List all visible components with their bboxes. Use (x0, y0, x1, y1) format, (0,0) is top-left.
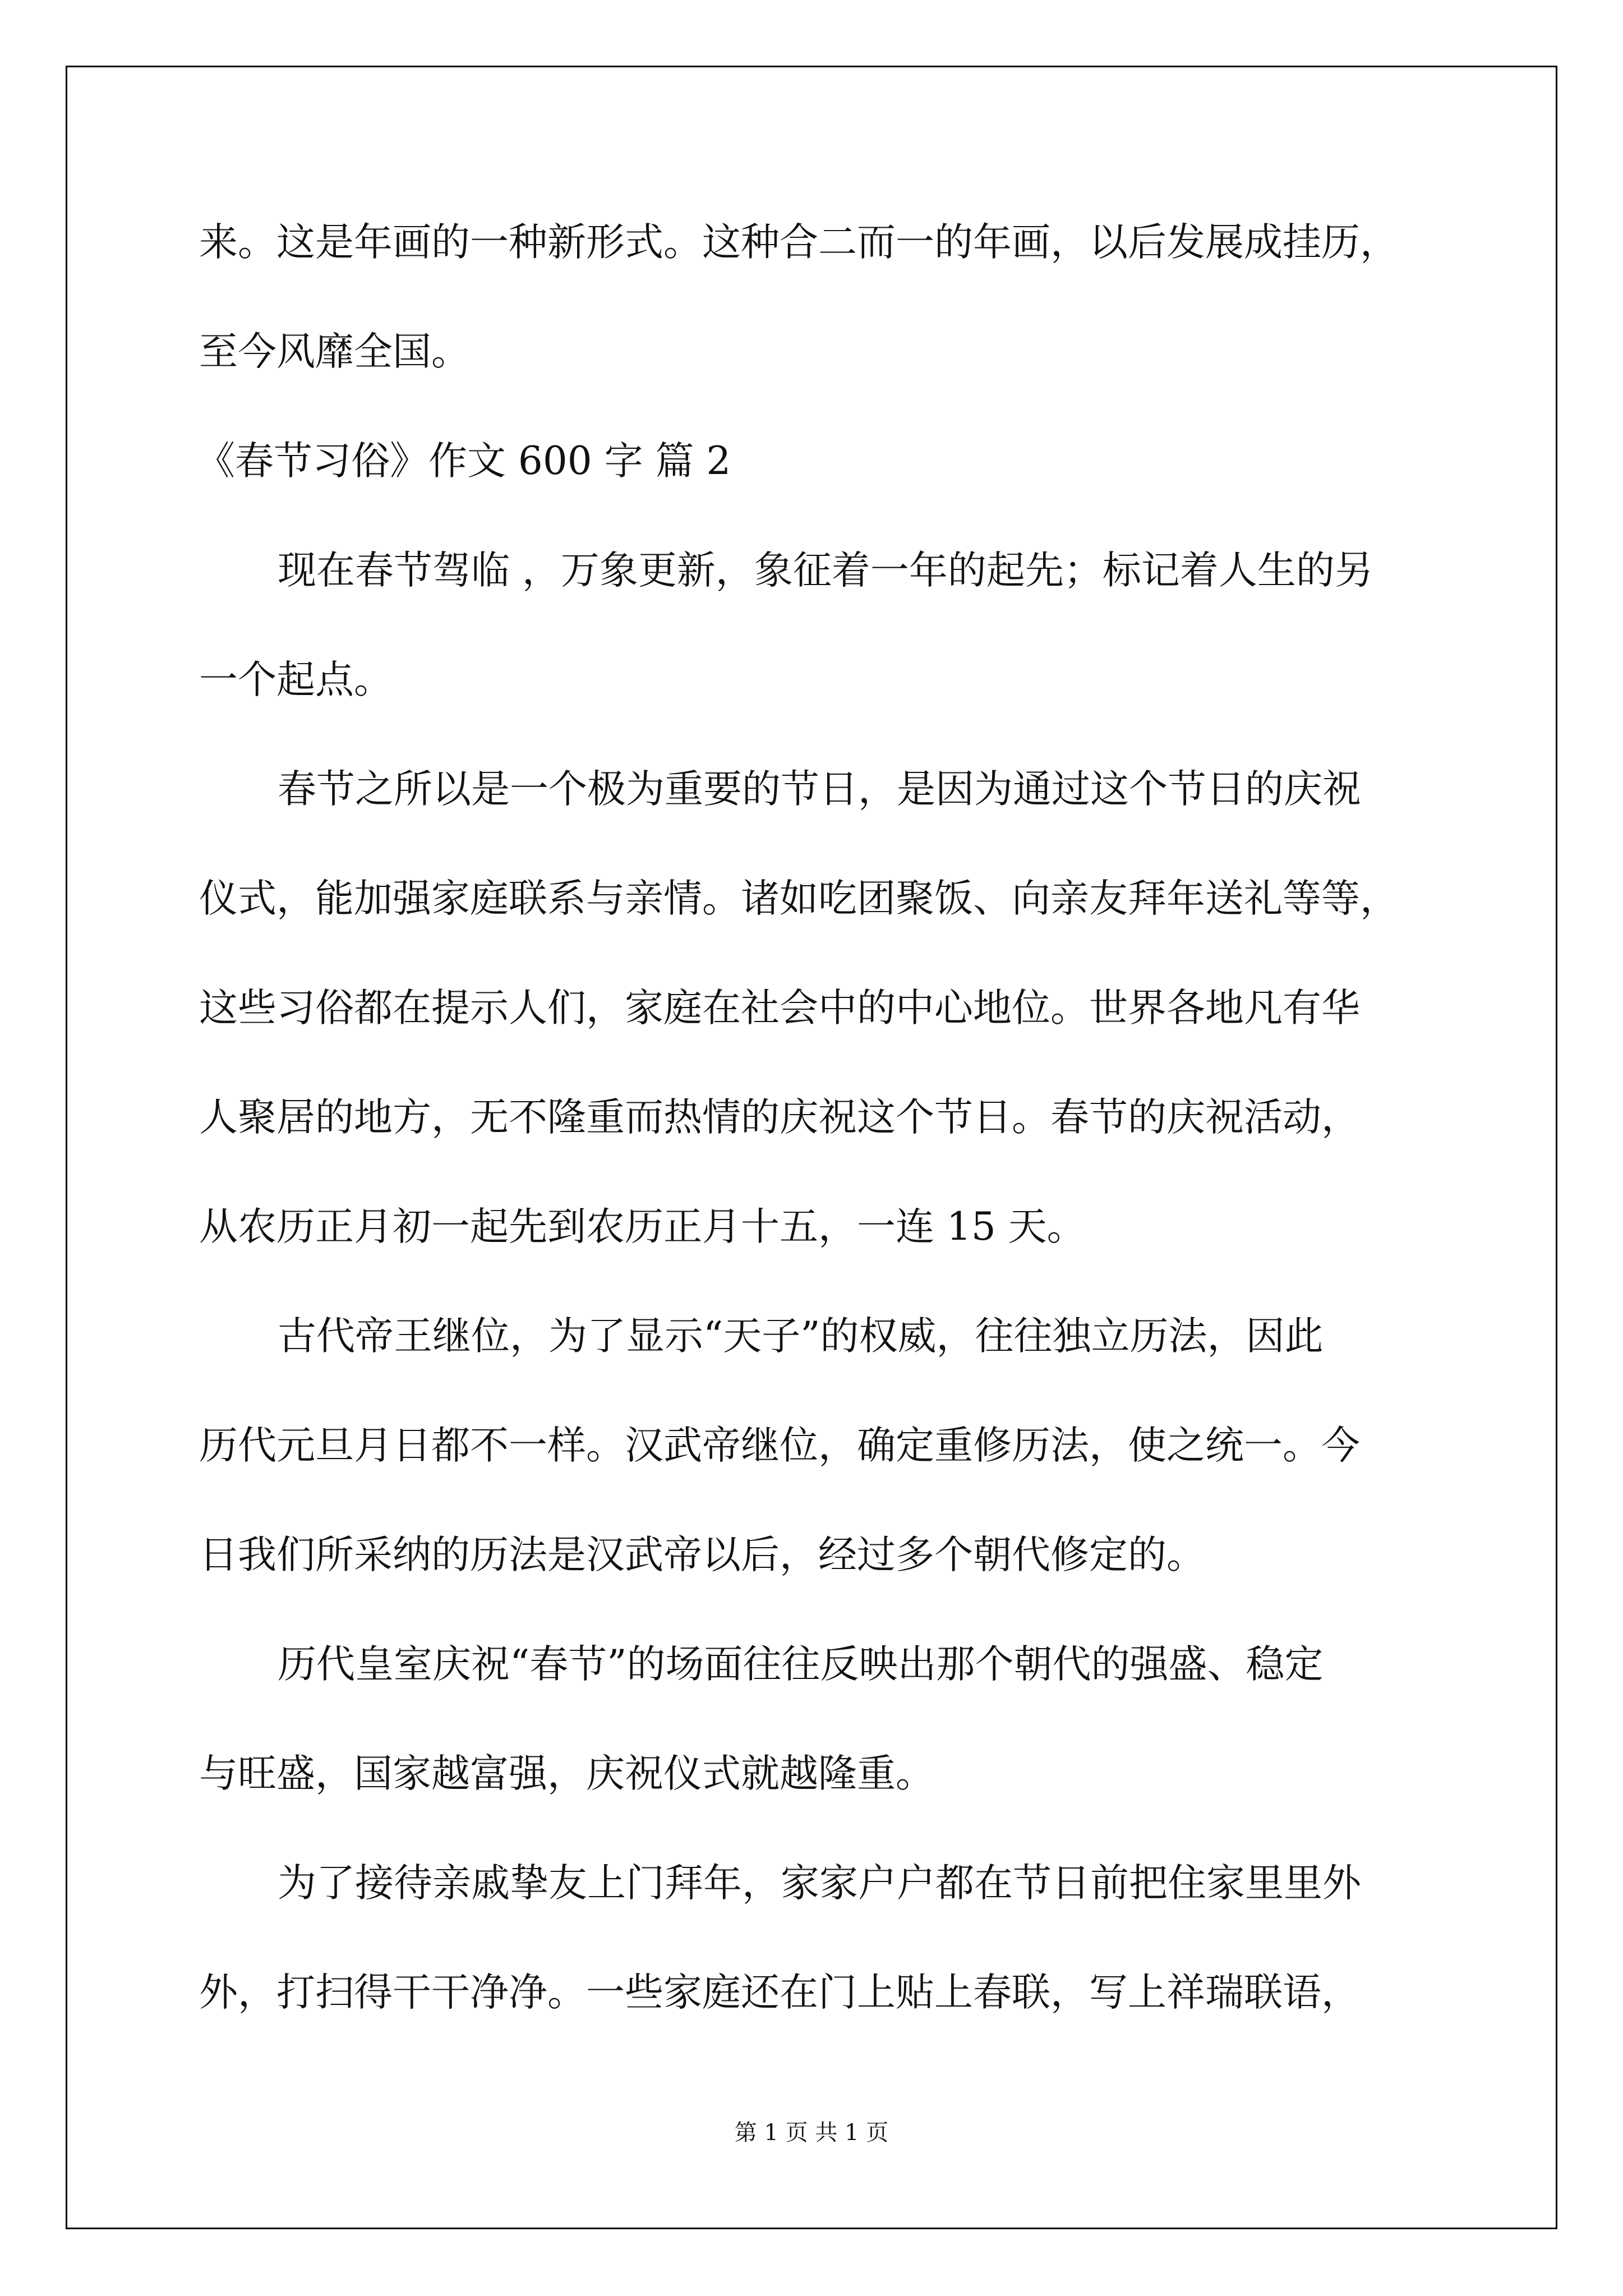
text-line: 人聚居的地方，无不隆重而热情的庆祝这个节日。春节的庆祝活动， (199, 1095, 1360, 1140)
text-line: 日我们所采纳的历法是汉武帝以后，经过多个朝代修定的。 (199, 1533, 1205, 1577)
paragraph-first-line: 历代皇室庆祝“春节”的场面往往反映出那个朝代的强盛、稳定 (278, 1642, 1324, 1687)
paragraph-first-line: 现在春节驾临 ，万象更新，象征着一年的起先；标记着人生的另 (278, 548, 1373, 593)
text-line: 来。这是年画的一种新形式。这种合二而一的年画，以后发展成挂历， (199, 220, 1399, 265)
text-line: 外，打扫得干干净净。一些家庭还在门上贴上春联，写上祥瑞联语， (199, 1970, 1360, 2015)
text-line: 从农历正月初一起先到农历正月十五，一连 15 天。 (199, 1204, 1086, 1249)
page-footer: 第 1 页 共 1 页 (734, 2120, 889, 2146)
document-body (196, 188, 1478, 2047)
text-line: 这些习俗都在提示人们，家庭在社会中的中心地位。世界各地凡有华 (199, 986, 1360, 1030)
text-line: 一个起点。 (199, 657, 393, 702)
paragraph-first-line: 春节之所以是一个极为重要的节日，是因为通过这个节日的庆祝 (278, 767, 1361, 812)
paragraph-first-line: 古代帝王继位，为了显示“天子”的权威，往往独立历法，因此 (278, 1314, 1324, 1359)
text-line: 历代元旦月日都不一样。汉武帝继位，确定重修历法，使之统一。今 (199, 1423, 1360, 1468)
text-line: 仪式，能加强家庭联系与亲情。诸如吃团聚饭、向亲友拜年送礼等等， (199, 876, 1399, 921)
text-line: 与旺盛，国家越富强，庆祝仪式就越隆重。 (199, 1751, 934, 1796)
text-line: 至今风靡全国。 (199, 329, 470, 374)
section-heading: 《春节习俗》作文 600 字 篇 2 (196, 439, 731, 484)
paragraph-first-line: 为了接待亲戚挚友上门拜年，家家户户都在节日前把住家里里外 (278, 1861, 1361, 1906)
